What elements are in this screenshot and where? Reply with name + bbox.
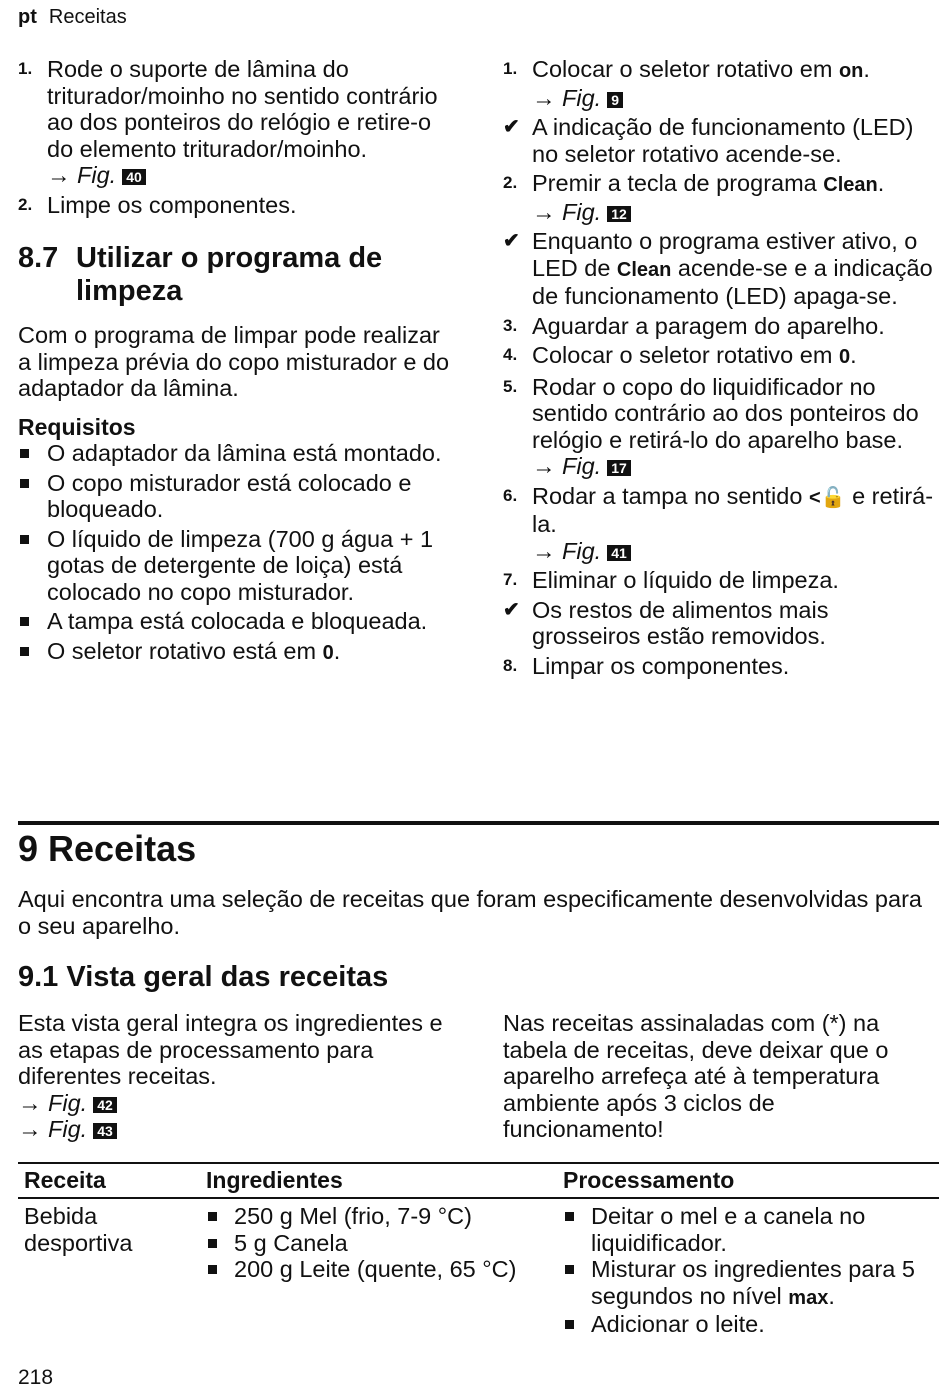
- chapter-intro: Aqui encontra uma seleção de receitas que foram especificamente desenvolvidas para o seu aparelho.: [18, 886, 922, 939]
- bullet-icon: [20, 617, 29, 626]
- page-number: 218: [18, 1366, 54, 1389]
- language-code: pt: [18, 6, 37, 28]
- figure-ref[interactable]: → Fig. 17: [532, 453, 943, 480]
- warning-note: Nas receitas assinaladas com (*) na tabela de receitas, deve deixar que o aparelho arrefeça até à temperatura ambiente após 3 ciclos de funcionamento!: [503, 1010, 889, 1142]
- list-item: O líquido de limpeza (700 g água + 1 gotas de detergente de loiça) está colocado no copo misturador.: [18, 526, 458, 606]
- col-header: Ingredientes: [200, 1163, 557, 1198]
- result-item: ✔ A indicação de funcionamento (LED) no seletor rotativo acende-se.: [503, 114, 914, 167]
- check-icon: ✔: [503, 598, 520, 621]
- list-item: 7. Eliminar o líquido de limpeza.: [503, 567, 839, 593]
- list-item: 4. Colocar o seletor rotativo em 0.: [503, 342, 857, 368]
- figure-ref[interactable]: → Fig. 9: [532, 85, 943, 112]
- list-item: 3. Aguardar a paragem do aparelho.: [503, 312, 885, 339]
- list-item: 5. Rodar o copo do liquidificador no sentido contrário ao dos ponteiros do relógio e retirá-lo do aparelho base. → Fig. 17: [503, 374, 943, 480]
- figure-ref[interactable]: → Fig. 43: [18, 1116, 453, 1143]
- list-item: 2. Limpe os componentes.: [18, 191, 297, 218]
- chapter-title: 9 Receitas: [18, 828, 197, 869]
- list-item: O adaptador da lâmina está montado.: [18, 440, 458, 467]
- list-item: 8. Limpar os componentes.: [503, 652, 790, 679]
- figure-ref[interactable]: → Fig. 41: [532, 538, 943, 565]
- header-section: Receitas: [48, 6, 127, 28]
- list-item: 1. Colocar o seletor rotativo em on. → Fig. 9: [503, 56, 943, 111]
- list-item: A tampa está colocada e bloqueada.: [18, 608, 458, 635]
- section-heading: 8.7 Utilizar o programa de limpeza: [18, 242, 383, 307]
- list-item: 250 g Mel (frio, 7-9 °C): [206, 1203, 551, 1230]
- section-divider: [18, 821, 939, 825]
- right-column: [503, 56, 943, 682]
- bullet-icon: [20, 647, 29, 656]
- list-item: 6. Rodar a tampa no sentido <🔓 e retirá-la. → Fig. 41: [503, 483, 943, 565]
- overview-text: Esta vista geral integra os ingredientes e as etapas de processamento para diferentes receitas. → Fig. 42 → Fig. 43: [18, 1010, 453, 1143]
- left-column: [18, 56, 458, 669]
- result-item: ✔ Enquanto o programa estiver ativo, o LED de Clean acende-se e a indicação de funcionamento (LED) apaga-se.: [503, 228, 933, 309]
- unlock-icon: <🔓: [808, 486, 846, 509]
- bullet-icon: [20, 535, 29, 544]
- check-icon: ✔: [503, 230, 520, 252]
- bullet-icon: [20, 479, 29, 488]
- list-item: Adicionar o leite.: [563, 1311, 933, 1338]
- bullet-icon: [208, 1239, 217, 1248]
- bullet-icon: [565, 1320, 574, 1329]
- table-row: [18, 1198, 939, 1342]
- bullet-icon: [565, 1212, 574, 1221]
- result-item: ✔ Os restos de alimentos mais grosseiros estão removidos.: [503, 596, 829, 649]
- list-item: 1. Rode o suporte de lâmina do triturador/moinho no sentido contrário ao dos ponteiros do relógio e retire-o do elemento triturador/moinho. → Fig. 40: [18, 56, 458, 189]
- page-header: [18, 6, 127, 29]
- section-intro: Com o programa de limpar pode realizar a limpeza prévia do copo misturador e do adaptador da lâmina.: [18, 322, 450, 401]
- recipe-name: Bebida desportiva: [24, 1203, 133, 1256]
- figure-ref[interactable]: → Fig. 40: [47, 162, 458, 189]
- bullet-icon: [565, 1265, 574, 1274]
- figure-ref[interactable]: → Fig. 42: [18, 1090, 453, 1117]
- list-item: Deitar o mel e a canela no liquidificador.: [563, 1203, 933, 1256]
- col-header: Receita: [18, 1163, 200, 1198]
- list-item: 2. Premir a tecla de programa Clean. → Fig. 12: [503, 170, 943, 225]
- check-icon: ✔: [503, 116, 520, 138]
- list-item: O seletor rotativo está em 0.: [18, 638, 458, 667]
- list-item: 5 g Canela: [206, 1230, 551, 1257]
- list-item: Misturar os ingredientes para 5 segundos no nível max.: [563, 1256, 933, 1311]
- list-item: O copo misturador está colocado e bloqueado.: [18, 470, 458, 523]
- bullet-icon: [208, 1212, 217, 1221]
- bullet-icon: [20, 449, 29, 458]
- requirements-title: Requisitos: [18, 413, 136, 440]
- recipe-table: [18, 1162, 939, 1342]
- subsection-title: 9.1 Vista geral das receitas: [18, 961, 389, 993]
- figure-ref[interactable]: → Fig. 12: [532, 199, 943, 226]
- list-item: 200 g Leite (quente, 65 °C): [206, 1256, 551, 1283]
- col-header: Processamento: [557, 1163, 939, 1198]
- bullet-icon: [208, 1265, 217, 1274]
